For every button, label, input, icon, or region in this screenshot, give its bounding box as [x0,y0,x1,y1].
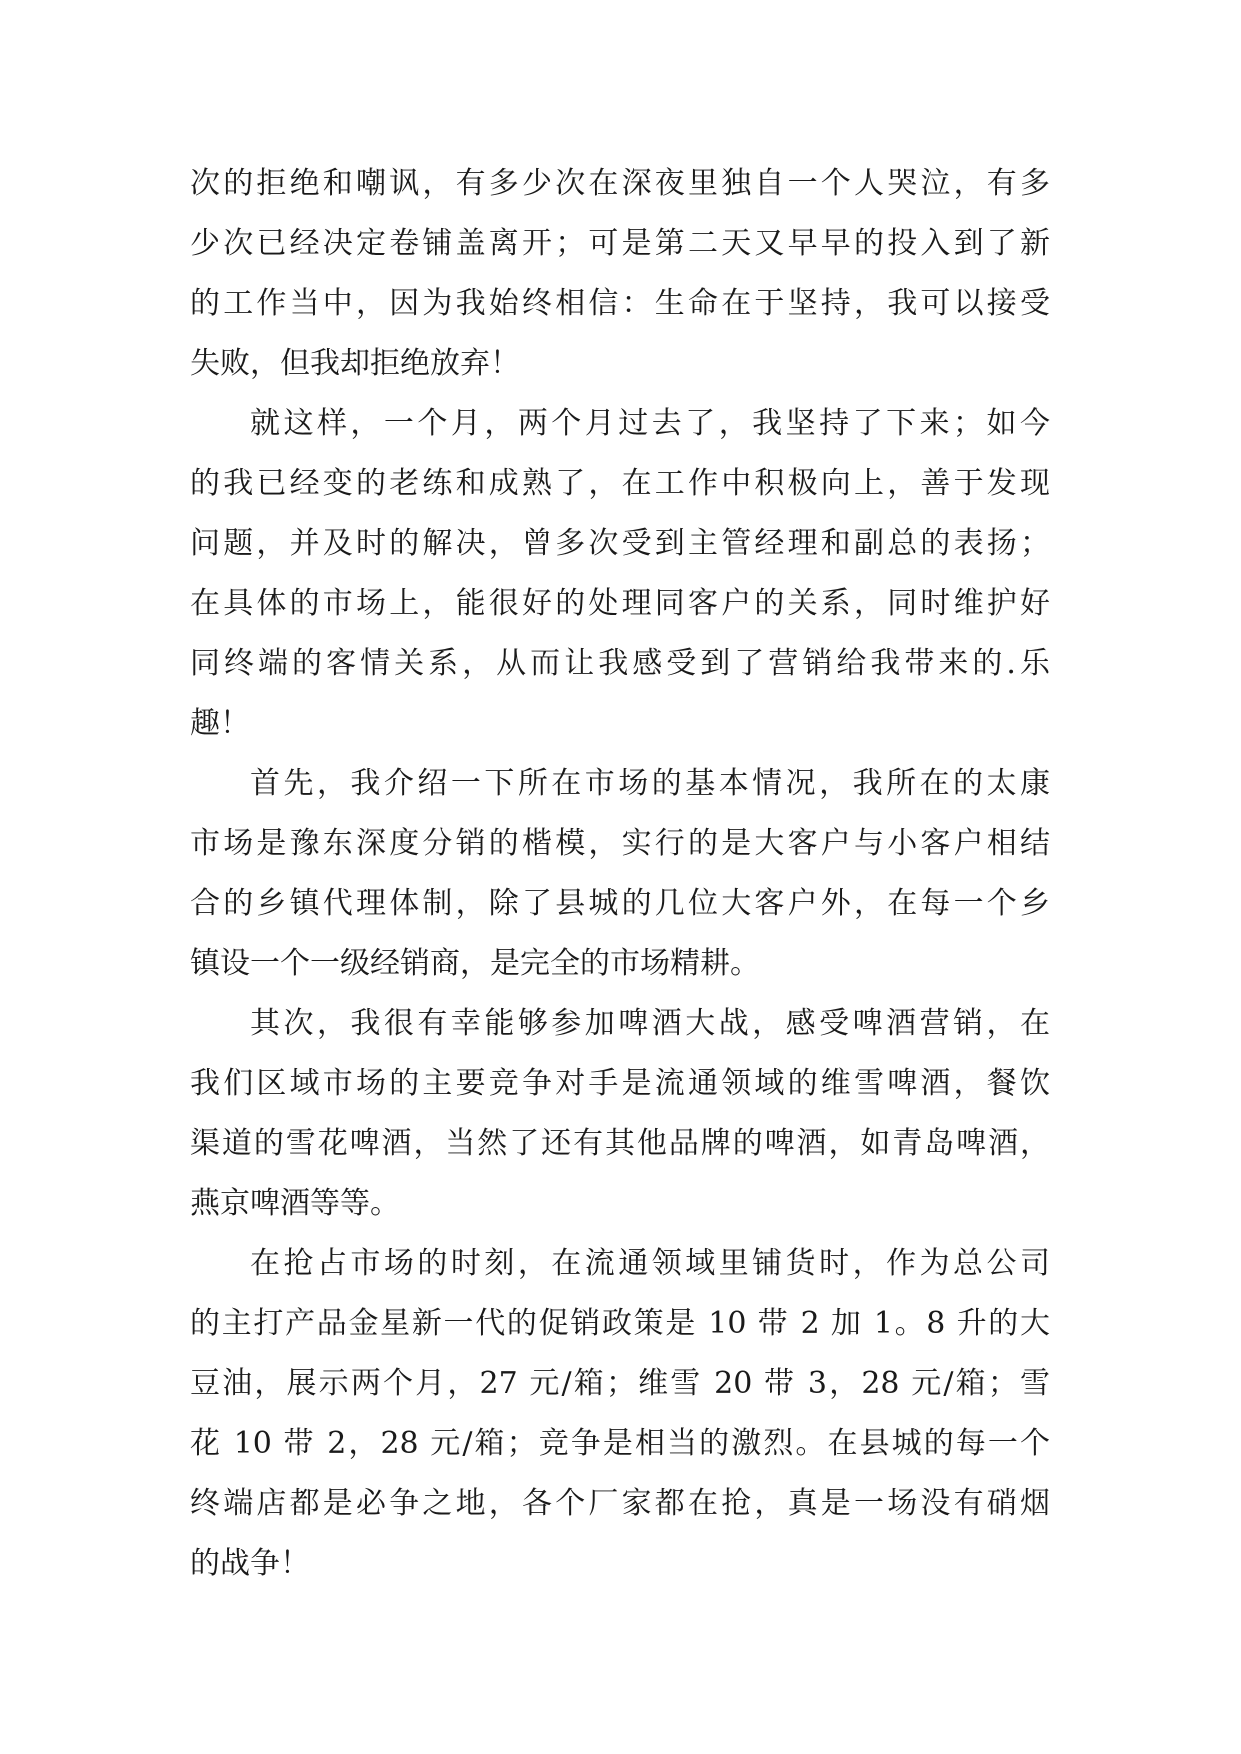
text-line: 我们区域市场的主要竞争对手是流通领域的维雪啤酒，餐饮 [190,1066,1050,1101]
paragraph-first-line: 首先，我介绍一下所在市场的基本情况，我所在的太康 [250,766,1050,801]
paragraph-first-line: 其次，我很有幸能够参加啤酒大战，感受啤酒营销，在 [250,1006,1050,1041]
text-line: 豆油，展示两个月，27 元/箱；维雪 20 带 3，28 元/箱；雪 [190,1366,1050,1401]
text-line: 的我已经变的老练和成熟了，在工作中积极向上，善于发现 [190,466,1050,501]
text-line: 镇设一个一级经销商，是完全的市场精耕。 [190,946,760,981]
text-line: 少次已经决定卷铺盖离开；可是第二天又早早的投入到了新 [190,226,1050,261]
text-line: 趣！ [190,706,250,741]
text-line: 在具体的市场上，能很好的处理同客户的关系，同时维护好 [190,586,1050,621]
paragraph-first-line: 就这样，一个月，两个月过去了，我坚持了下来；如今 [250,406,1050,441]
body-text [190,154,1050,1594]
text-line: 失败，但我却拒绝放弃！ [190,346,520,381]
text-line: 问题，并及时的解决，曾多次受到主管经理和副总的表扬； [190,526,1050,561]
text-line: 合的乡镇代理体制，除了县城的几位大客户外，在每一个乡 [190,886,1050,921]
text-line: 燕京啤酒等等。 [190,1186,400,1221]
text-line: 的战争！ [190,1546,310,1581]
text-line: 市场是豫东深度分销的楷模，实行的是大客户与小客户相结 [190,826,1050,861]
text-line: 次的拒绝和嘲讽，有多少次在深夜里独自一个人哭泣，有多 [190,166,1050,201]
text-line: 的主打产品金星新一代的促销政策是 10 带 2 加 1。8 升的大 [190,1306,1050,1341]
text-line: 同终端的客情关系，从而让我感受到了营销给我带来的.乐 [190,646,1050,681]
text-line: 渠道的雪花啤酒，当然了还有其他品牌的啤酒，如青岛啤酒， [190,1126,1050,1161]
text-line: 花 10 带 2，28 元/箱；竞争是相当的激烈。在县城的每一个 [190,1426,1050,1461]
text-line: 终端店都是必争之地，各个厂家都在抢，真是一场没有硝烟 [190,1486,1050,1521]
paragraph-first-line: 在抢占市场的时刻，在流通领域里铺货时，作为总公司 [250,1246,1050,1281]
text-line: 的工作当中，因为我始终相信：生命在于坚持，我可以接受 [190,286,1050,321]
